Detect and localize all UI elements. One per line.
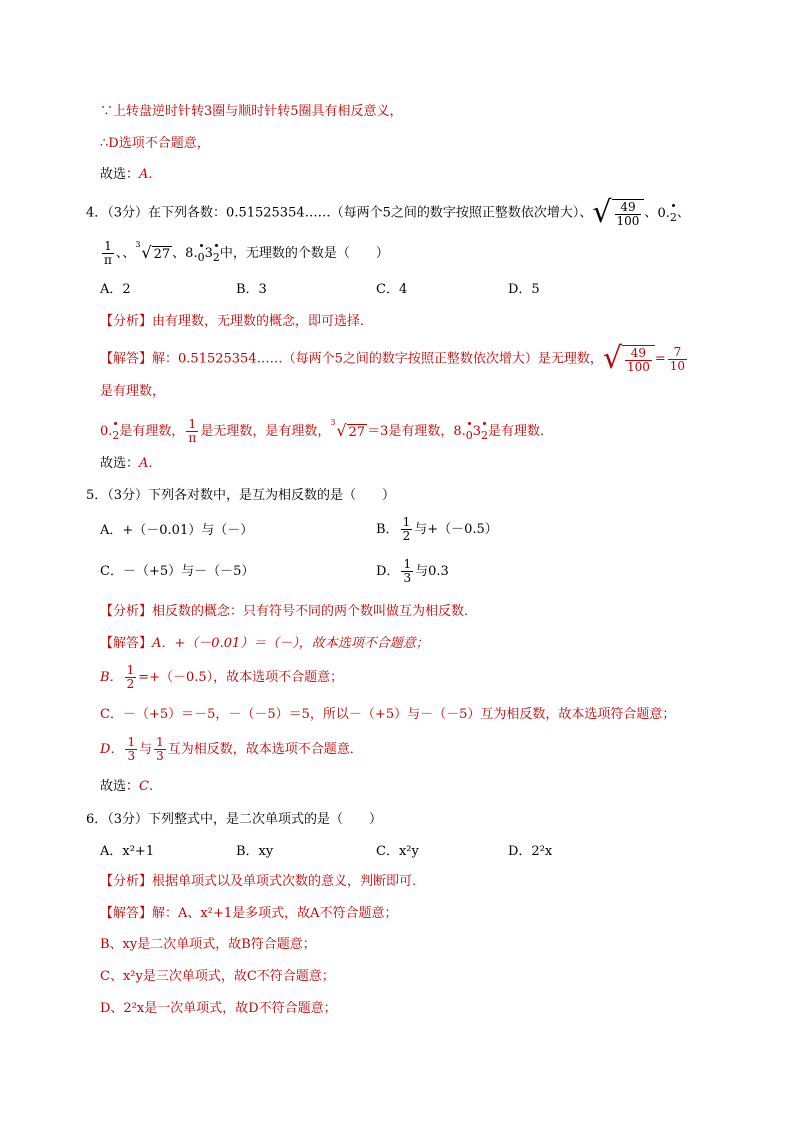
q6-option-b: B．xy <box>236 844 274 859</box>
q5-header: 5．（3分）下列各对数中，是互为相反数的是（ ） <box>86 488 396 503</box>
q5-sol-d-den-2: 3 <box>156 749 164 763</box>
q4-sol-eq-num: 7 <box>668 346 687 360</box>
q5-solution-a <box>100 634 429 654</box>
q4-sol-s3b: 是无理数，是有理数， <box>200 424 331 439</box>
q5-sol-d-num-2: 1 <box>156 735 164 749</box>
q4-sol-dec-a-dot: 2 <box>112 426 119 446</box>
q5-solution-c: C．－（+5）＝－5，－（－5）＝5，所以－（+5）与－（－5）互为相反数，故本选项符合题意； <box>100 707 676 722</box>
q4-sol-dec-b-int: 8. <box>453 424 466 439</box>
q4-sol-cbrt-idx: 3 <box>330 417 336 427</box>
q4-cbrt-27: 3 √ 27 <box>135 239 171 262</box>
q4-numbers-line-2 <box>100 240 389 267</box>
q4-analysis-tag: 【分析】 <box>100 314 153 329</box>
q5-optB-post: 与+（－0.5） <box>414 522 498 537</box>
q4-sol-dec-b <box>453 424 489 442</box>
q5-solution-tag: 【解答】 <box>100 636 153 651</box>
q4-sep2: 、 <box>676 205 690 221</box>
q4-pi-den: π <box>104 253 112 267</box>
q4-solution-text-1: 解：0.51525354……（每两个5之间的数字按照正整数依次增大）是无理数， <box>152 351 603 367</box>
q4-tail: 中，无理数的个数是（ ） <box>219 246 389 261</box>
q4-sol-dec-a-int: 0. <box>100 424 113 439</box>
q4-sep3: 、、 <box>115 246 136 261</box>
q4-sol-s3d: 是有理数． <box>488 424 554 439</box>
q5-option-a: A．+（－0.01）与（－） <box>100 523 254 538</box>
q5-optB-num: 1 <box>402 515 411 529</box>
q4-option-b: B．3 <box>236 282 267 297</box>
q4-sep1: 、 <box>644 205 658 221</box>
q6-option-c: C．x²y <box>376 844 419 859</box>
q4-dec-b-d3: 2 <box>213 248 220 268</box>
q4-dec-a-int: 0. <box>657 205 670 221</box>
q5-sol-d-den-1: 3 <box>127 749 136 763</box>
q5-optB-frac <box>401 516 413 543</box>
q5-optD-pre: D． <box>376 564 400 579</box>
q5-sol-d-post: 互为相反数，故本选项不合题意． <box>167 742 363 757</box>
q5-sol-d-frac-1 <box>125 736 137 763</box>
q6-option-a: A．x²+1 <box>100 844 155 859</box>
q6-sol-a-text: 解：A、x²+1是多项式，故A不符合题意； <box>152 906 398 921</box>
q4-sol-sqrt-den: 100 <box>626 359 650 374</box>
q4-sol-dec-a <box>100 424 120 442</box>
q4-analysis <box>100 312 373 332</box>
q4-sol-sqrt: √ $\frac{49}{100}$ <box>603 344 655 374</box>
q4-solution-line-2: 是有理数， <box>100 384 166 399</box>
q4-pi-num: 1 <box>102 240 114 254</box>
q4-sol-cbrt: 3 √ 27 <box>330 417 366 440</box>
q4-sol-s3c: ＝3是有理数， <box>367 424 454 439</box>
q6-solution-b: B、xy是二次单项式，故B符合题意； <box>100 937 316 952</box>
q5-sol-d-num-1: 1 <box>127 735 136 749</box>
q5-optB-den: 2 <box>402 529 411 543</box>
q4-sol-pi-den: π <box>188 431 197 445</box>
prev-solution-line-2: ∴D选项不合题意， <box>100 136 210 151</box>
q4-repeating-0-2 <box>657 205 677 224</box>
prev-solution-line-1: ∵上转盘逆时针转3圈与顺时针转5圈具有相反意义， <box>100 104 403 119</box>
q4-cbrt-value: 27 <box>153 246 171 262</box>
q4-sqrt-49-100: √ $\frac{49}{100}$ <box>592 198 644 228</box>
q5-sol-a-text: A．+（－0.01）＝（－），故本选项不合题意； <box>152 636 429 651</box>
q4-analysis-text: 由有理数，无理数的概念，即可选择． <box>152 314 374 329</box>
q5-optD-frac <box>401 558 413 585</box>
q5-analysis-tag: 【分析】 <box>100 604 153 619</box>
q4-solution-tag: 【解答】 <box>100 351 153 367</box>
q5-solution-d <box>100 736 363 763</box>
q6-option-d: D．2²x <box>508 844 553 859</box>
q5-sol-b-den: 2 <box>126 677 135 691</box>
prev-answer: 故选：A. <box>100 167 153 182</box>
q4-dec-b-d2: 3 <box>204 246 213 261</box>
q5-sol-d-pre: D． <box>100 742 124 757</box>
q4-sqrt-den: 100 <box>616 213 640 228</box>
q6-analysis <box>100 872 425 892</box>
q4-sol-frac-7-10 <box>668 346 687 373</box>
q4-sol-dec-b-d1: 0 <box>466 426 473 446</box>
q4-answer: 故选：A. <box>100 456 153 471</box>
q6-analysis-tag: 【分析】 <box>100 874 153 889</box>
q4-sep4: 、 <box>172 246 186 261</box>
q4-header <box>86 195 690 230</box>
q4-solution-line-1: 【解答】解：0.51525354……（每两个5之间的数字按照正整数依次增大）是无理数， √ $\frac{49}{100}$ = $\frac{7}{10}$ <box>100 341 686 376</box>
q4-option-a: A．2 <box>100 282 131 297</box>
q5-sol-b-frac <box>125 664 137 691</box>
q5-solution-b <box>100 664 343 691</box>
q5-analysis <box>100 602 477 622</box>
q4-dec-a-dot: 2 <box>670 208 677 228</box>
q6-solution-a <box>100 904 398 924</box>
q6-solution-d: D、2²x是一次单项式，故D不符合题意； <box>100 1001 337 1016</box>
q4-sol-frac-1-pi <box>186 418 198 445</box>
q5-answer: 故选：C. <box>100 779 154 794</box>
q4-option-c: C．4 <box>376 282 408 297</box>
q5-option-c: C．－（+5）与－（－5） <box>100 564 255 579</box>
q4-sol-pi-num: 1 <box>186 418 198 432</box>
q4-cbrt-index: 3 <box>135 239 141 249</box>
q5-optD-den: 3 <box>403 571 412 585</box>
q5-optD-num: 1 <box>403 557 412 571</box>
q4-frac-1-pi <box>102 240 114 267</box>
q4-repeating-8-032 <box>185 246 220 264</box>
q4-dec-b-int: 8. <box>185 246 198 261</box>
q4-sol-cbrt-val: 27 <box>348 424 366 440</box>
q5-sol-b-num: 1 <box>126 663 135 677</box>
q6-solution-tag: 【解答】 <box>100 906 153 921</box>
q4-header-text: 4．（3分）在下列各数：0.51525354……（每两个5之间的数字按照正整数依次增大）、 <box>86 205 593 221</box>
q4-sol-dec-b-d3: 2 <box>481 426 488 446</box>
q5-sol-d-mid: 与 <box>139 742 153 757</box>
q6-analysis-text: 根据单项式以及单项式次数的意义，判断即可． <box>152 874 426 889</box>
q4-option-d: D．5 <box>508 282 540 297</box>
q4-solution-line-3 <box>100 418 553 445</box>
q5-sol-d-frac-2 <box>154 736 166 763</box>
q4-sol-sqrt-num: 49 <box>625 347 652 361</box>
q6-solution-c: C、x²y是三次单项式，故C不符合题意； <box>100 969 335 984</box>
q5-analysis-text: 相反数的概念：只有符号不同的两个数叫做互为相反数． <box>152 604 478 619</box>
q4-sol-s3a: 是有理数， <box>119 424 185 439</box>
q5-optB-pre: B． <box>376 522 399 537</box>
q6-header: 6．（3分）下列整式中，是二次单项式的是（ ） <box>86 812 383 827</box>
q5-optD-post: 与0.3 <box>415 564 449 579</box>
q4-sol-eq-den: 10 <box>669 358 686 373</box>
q5-option-d <box>376 558 449 585</box>
q5-sol-b-pre: B． <box>100 670 123 685</box>
q4-sqrt-num: 49 <box>615 201 642 215</box>
q5-sol-b-post: =+（－0.5），故本选项不合题意； <box>138 670 344 685</box>
q5-option-b <box>376 516 498 543</box>
q4-sol-dec-b-d2: 3 <box>472 424 482 439</box>
q4-dec-b-d1: 0 <box>198 248 205 268</box>
